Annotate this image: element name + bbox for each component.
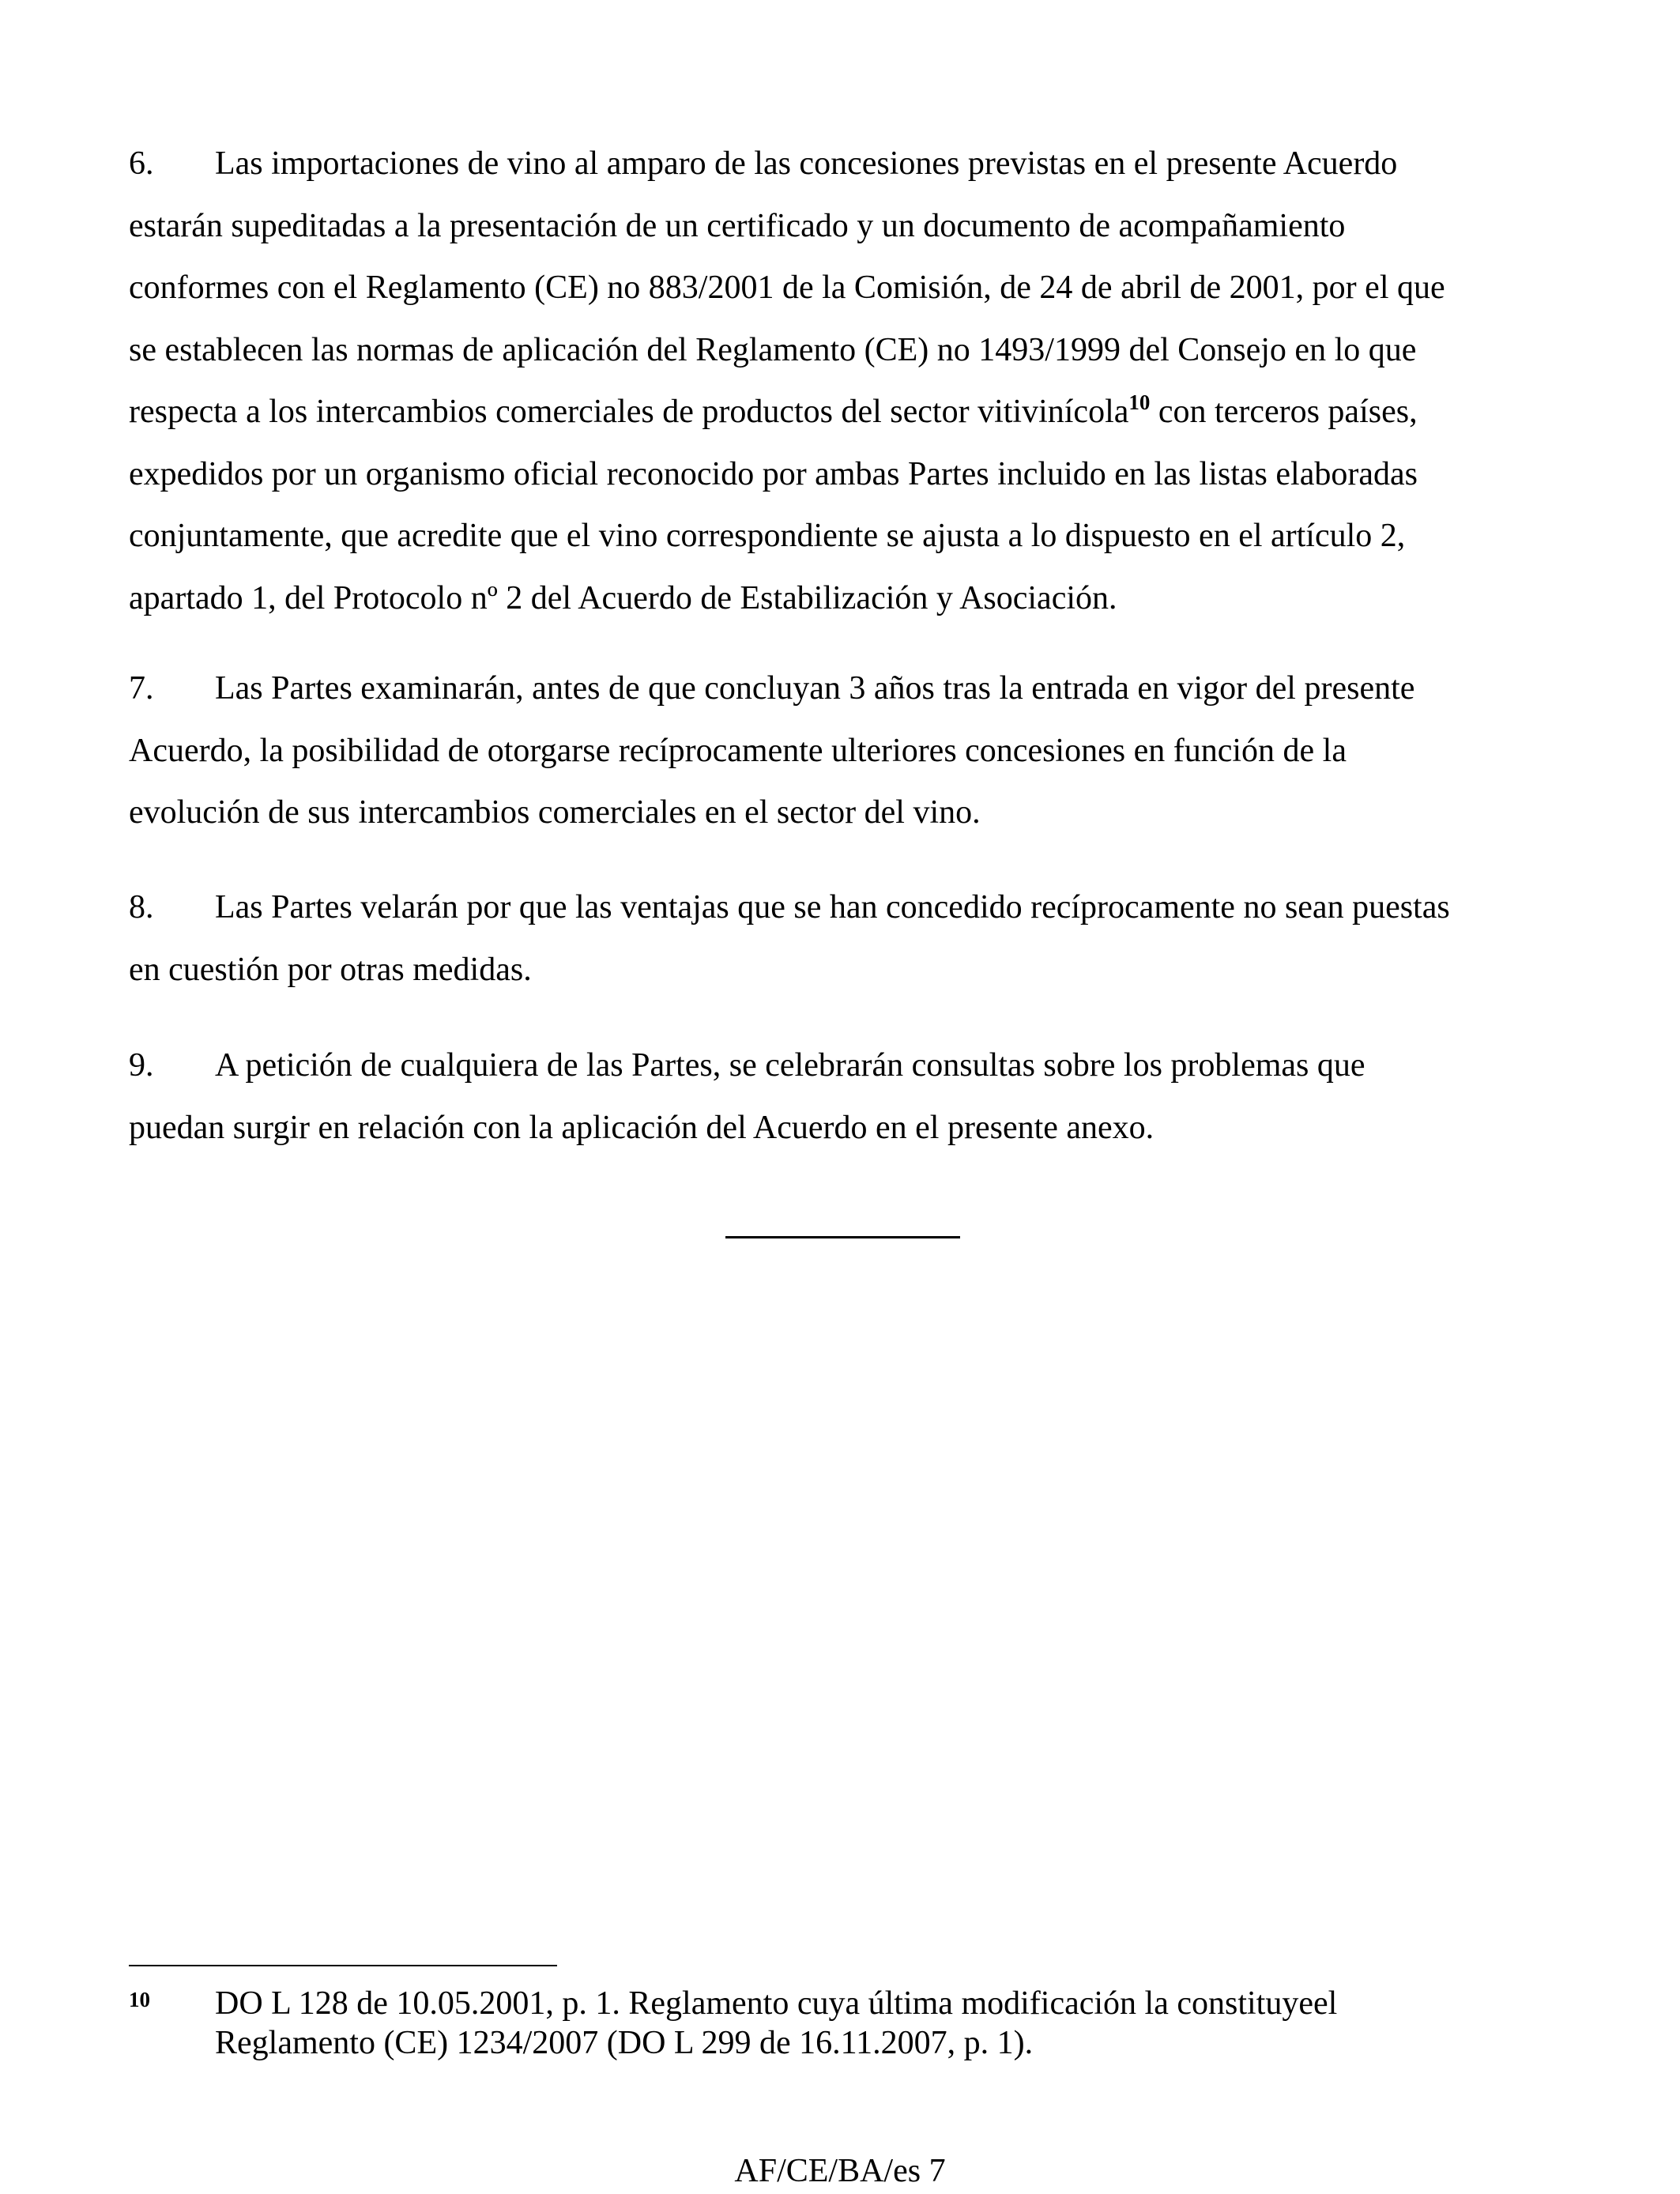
paragraph-number: 8. [129,889,154,925]
paragraph-number: 7. [129,670,154,707]
paragraph-line: expedidos por un organismo oficial reconocido por ambas Partes incluido en las listas elaboradas [129,455,1418,492]
paragraph-line [129,1035,1551,1097]
paragraph-text: con terceros países, [1150,394,1418,430]
paragraph-number: 6. [129,145,154,182]
paragraph-text: Las importaciones de vino al amparo de las concesiones previstas en el presente Acuerdo [215,145,1398,182]
paragraph-line: puedan surgir en relación con la aplicación del Acuerdo en el presente anexo. [129,1109,1155,1146]
paragraph-line: apartado 1, del Protocolo nº 2 del Acuerdo de Estabilización y Asociación. [129,579,1117,616]
paragraph-line: conjuntamente, que acredite que el vino correspondiente se ajusta a lo dispuesto en el artículo 2, [129,518,1406,554]
footnote-number: 10 [129,1988,150,2011]
page-footer-reference: AF/CE/BA/es 7 [734,2153,946,2189]
paragraph-9 [129,1035,1551,1159]
paragraph-line: evolución de sus intercambios comerciales en el sector del vino. [129,794,981,831]
paragraph-7 [129,658,1551,844]
paragraph-line: estarán supeditadas a la presentación de un certificado y un documento de acompañamiento [129,207,1346,244]
paragraph-line: se establecen las normas de aplicación del Reglamento (CE) no 1493/1999 del Consejo en lo que [129,331,1417,368]
paragraph-text: Las Partes velarán por que las ventajas que se han concedido recíprocamente no sean puestas [215,889,1450,925]
footnote-line: Reglamento (CE) 1234/2007 (DO L 299 de 16.11.2007, p. 1). [215,2025,1034,2061]
footnote-separator [129,1965,557,1966]
footnote-reference[interactable]: 10 [1128,390,1151,414]
paragraph-line [129,876,1551,939]
paragraph-text: respecta a los intercambios comerciales de productos del sector vitivinícola [129,394,1129,430]
paragraph-6 [129,133,1551,629]
paragraph-text: Las Partes examinarán, antes de que concluyan 3 años tras la entrada en vigor del presente [215,670,1415,707]
paragraph-line [129,381,1551,443]
paragraph-text: A petición de cualquiera de las Partes, se celebrarán consultas sobre los problemas que [215,1047,1365,1084]
footnote-line: DO L 128 de 10.05.2001, p. 1. Reglamento cuya última modificación la constituyeel [215,1985,1338,2022]
paragraph-number: 9. [129,1047,154,1084]
paragraph-line: Acuerdo, la posibilidad de otorgarse recíprocamente ulteriores concesiones en función de la [129,732,1347,769]
footnote-text [215,1984,1337,2063]
paragraph-line: en cuestión por otras medidas. [129,951,532,988]
section-end-divider [725,1236,960,1238]
paragraph-line [129,133,1551,195]
paragraph-8 [129,876,1551,1001]
paragraph-line: conformes con el Reglamento (CE) no 883/2001 de la Comisión, de 24 de abril de 2001, por el que [129,270,1445,306]
paragraph-line [129,658,1551,720]
